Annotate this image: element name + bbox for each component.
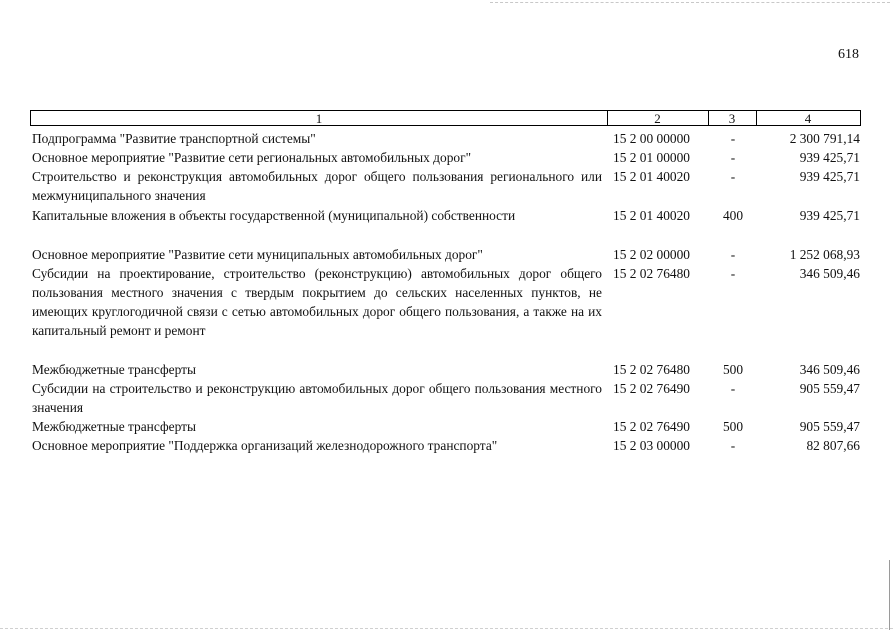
- row-code: 15 2 03 00000: [613, 438, 690, 453]
- row-name: Субсидии на проектирование, строительство (реконструкцию) автомобильных дорог общего пользования местного значения с твердым покрытием до сельских населенных пунктов, не имеющих круглогодичной связи с сетью автомобильных дорог общего пользования, а также на их капитальный ремонт и ремонт: [32, 266, 602, 338]
- row-name: Основное мероприятие "Развитие сети региональных автомобильных дорог": [32, 150, 472, 165]
- header-col-2: 2: [607, 111, 709, 125]
- row-expense-type: -: [730, 266, 736, 281]
- row-amount: 346 509,46: [799, 266, 860, 281]
- row-code: 15 2 01 40020: [613, 208, 690, 223]
- row-amount: 939 425,71: [799, 150, 860, 165]
- row-amount: 905 559,47: [799, 381, 860, 396]
- row-expense-type: -: [730, 169, 736, 184]
- row-expense-type: -: [730, 150, 736, 165]
- header-col-4: 4: [804, 111, 812, 126]
- row-amount: 1 252 068,93: [789, 247, 860, 262]
- row-code: 15 2 01 00000: [613, 150, 690, 165]
- header-col-1: 1: [31, 111, 608, 125]
- row-amount: 939 425,71: [799, 169, 860, 184]
- row-name: Межбюджетные трансферты: [32, 419, 196, 434]
- row-amount: 346 509,46: [799, 362, 860, 377]
- row-amount: 82 807,66: [806, 438, 860, 453]
- row-code: 15 2 02 76490: [613, 381, 690, 396]
- row-code: 15 2 02 00000: [613, 247, 690, 262]
- row-code: 15 2 00 00000: [613, 131, 690, 146]
- scan-edge-top: [490, 2, 890, 3]
- row-name: Межбюджетные трансферты: [32, 362, 196, 377]
- row-name: Основное мероприятие "Поддержка организаций железнодорожного транспорта": [32, 438, 498, 453]
- row-code: 15 2 01 40020: [613, 169, 690, 184]
- scan-edge-right: [889, 560, 890, 630]
- row-code: 15 2 02 76480: [613, 362, 690, 377]
- row-amount: 905 559,47: [799, 419, 860, 434]
- table-header: [30, 110, 861, 126]
- row-expense-type: 500: [722, 362, 744, 377]
- row-name: Капитальные вложения в объекты государственной (муниципальной) собственности: [32, 208, 516, 223]
- row-expense-type: -: [730, 131, 736, 146]
- row-name: Основное мероприятие "Развитие сети муниципальных автомобильных дорог": [32, 247, 483, 262]
- row-code: 15 2 02 76490: [613, 419, 690, 434]
- header-col-3: 3: [708, 111, 757, 125]
- row-code: 15 2 02 76480: [613, 266, 690, 281]
- row-expense-type: -: [730, 247, 736, 262]
- row-name: Подпрограмма "Развитие транспортной системы": [32, 131, 316, 146]
- row-name: Субсидии на строительство и реконструкцию автомобильных дорог общего пользования местного значения: [32, 381, 602, 415]
- row-amount: 939 425,71: [799, 208, 860, 223]
- row-expense-type: 500: [722, 419, 744, 434]
- row-amount: 2 300 791,14: [789, 131, 860, 146]
- row-expense-type: -: [730, 381, 736, 396]
- row-name: Строительство и реконструкция автомобильных дорог общего пользования регионального или межмуниципального значения: [32, 169, 602, 203]
- row-expense-type: -: [730, 438, 736, 453]
- row-expense-type: 400: [722, 208, 744, 223]
- scan-edge-bottom: [0, 628, 893, 629]
- page-number: 618: [838, 47, 859, 62]
